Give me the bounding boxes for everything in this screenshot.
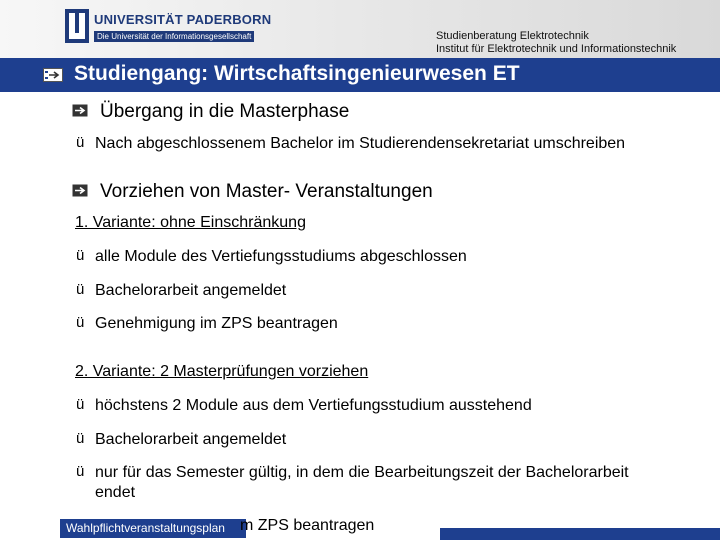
- institute-line-2: Institut für Elektrotechnik und Informationstechnik: [436, 43, 677, 55]
- check-icon: ü: [76, 281, 85, 298]
- check-icon: ü: [76, 396, 85, 413]
- list-item: alle Module des Vertiefungsstudiums abgeschlossen: [95, 248, 467, 265]
- list-item: Nach abgeschlossenem Bachelor im Studierendensekretariat umschreiben: [95, 135, 626, 152]
- check-icon: ü: [76, 430, 85, 447]
- check-icon: ü: [76, 463, 85, 480]
- check-icon: ü: [76, 247, 85, 264]
- arrow-box-icon: [72, 104, 88, 117]
- arrow-box-icon: [43, 68, 63, 82]
- list-item: nur für das Semester gültig, in dem die Bearbeitungszeit der Bachelorarbeit endet: [95, 464, 629, 501]
- check-icon: ü: [76, 134, 85, 151]
- variant-2-heading: 2. Variante: 2 Masterprüfungen vorziehen: [75, 363, 369, 380]
- list-item: Bachelorarbeit angemeldet: [95, 282, 287, 299]
- variant-1-heading: 1. Variante: ohne Einschränkung: [75, 214, 306, 231]
- institute-info: [436, 30, 720, 56]
- university-seal-icon: [64, 8, 90, 44]
- arrow-box-icon: [72, 184, 88, 197]
- footer-label: Wahlpflichtveranstaltungsplan: [60, 519, 246, 538]
- section-heading-vorziehen: Vorziehen von Master- Veranstaltungen: [100, 181, 433, 202]
- footer-bar: [440, 528, 720, 540]
- section-heading-masterphase: Übergang in die Masterphase: [100, 101, 350, 122]
- university-logo: [64, 8, 272, 52]
- list-item: Genehmigung im ZPS beantragen: [95, 315, 338, 332]
- university-name: UNIVERSITÄT PADERBORN: [94, 12, 272, 27]
- slide-title: Studiengang: Wirtschaftsingenieurwesen ET: [74, 62, 520, 85]
- list-item: höchstens 2 Module aus dem Vertiefungsstudium ausstehend: [95, 397, 532, 414]
- footer-overflow-text: m ZPS beantragen: [240, 517, 375, 534]
- university-tagline: Die Universität der Informationsgesellschaft: [94, 31, 254, 42]
- check-icon: ü: [76, 314, 85, 331]
- institute-line-1: Studienberatung Elektrotechnik: [436, 30, 589, 42]
- list-item: Bachelorarbeit angemeldet: [95, 431, 287, 448]
